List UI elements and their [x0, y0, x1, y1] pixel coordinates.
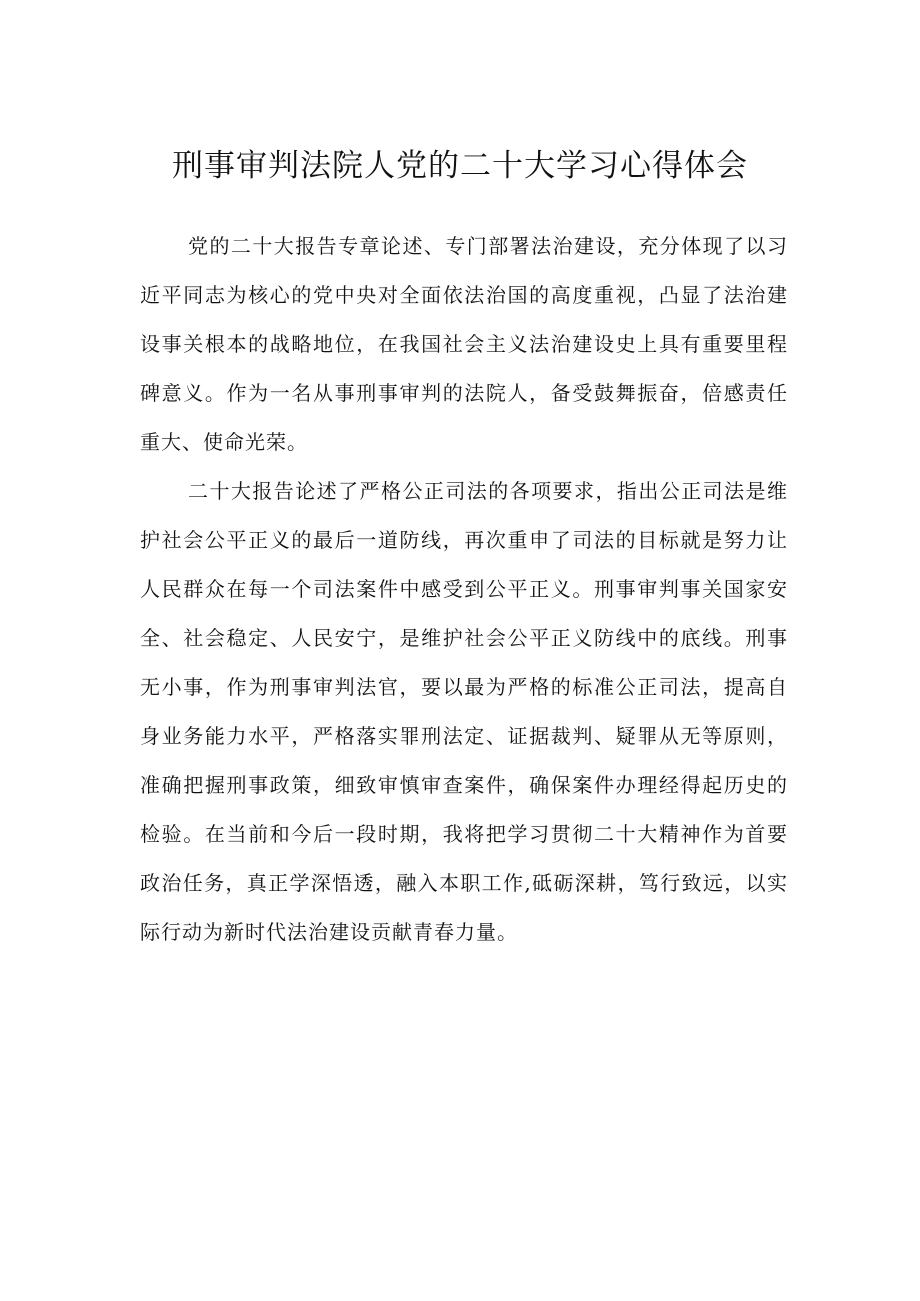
- paragraph-1: 党的二十大报告专章论述、专门部署法治建设，充分体现了以习近平同志为核心的党中央对全面依法治国的高度重视，凸显了法治建设事关根本的战略地位，在我国社会主义法治建设史上具有重要里程碑意义。作为一名从事刑事审判的法院人，备受鼓舞振奋，倍感责任重大、使命光荣。: [140, 234, 788, 454]
- document-title: 刑事审判法院人党的二十大学习心得体会: [172, 148, 748, 184]
- document-body: [140, 222, 788, 957]
- paragraph-2: 二十大报告论述了严格公正司法的各项要求，指出公正司法是维护社会公平正义的最后一道防线，再次重申了司法的目标就是努力让人民群众在每一个司法案件中感受到公平正义。刑事审判事关国家安全、社会稳定、人民安宁，是维护社会公平正义防线中的底线。刑事无小事，作为刑事审判法官，要以最为严格的标准公正司法，提高自身业务能力水平，严格落实罪刑法定、证据裁判、疑罪从无等原则，准确把握刑事政策，细致审慎审查案件，确保案件办理经得起历史的检验。在当前和今后一段时期，我将把学习贯彻二十大精神作为首要政治任务，真正学深悟透，融入本职工作,砥砺深耕，笃行致远，以实际行动为新时代法治建设贡献青春力量。: [140, 479, 788, 944]
